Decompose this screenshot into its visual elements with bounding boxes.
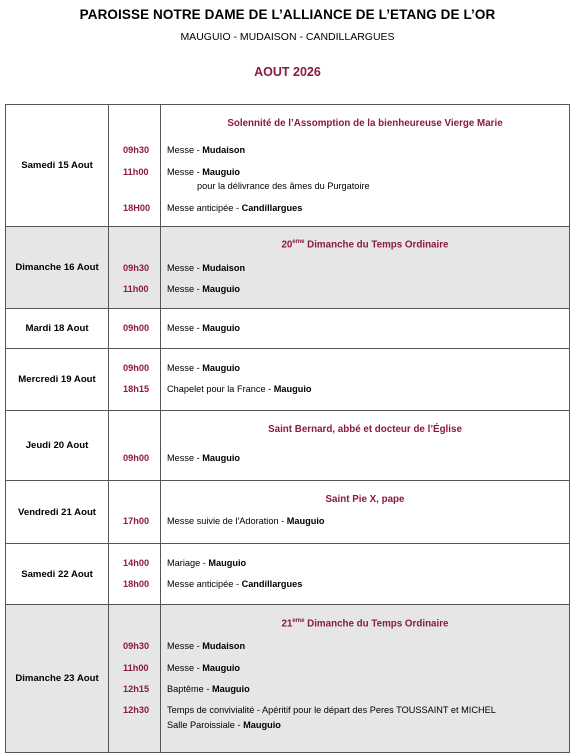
feast-title xyxy=(161,118,569,129)
event-time: 09h00 xyxy=(123,323,150,333)
feast-title xyxy=(161,424,569,435)
event-description xyxy=(161,579,302,589)
times-cell xyxy=(109,411,161,481)
event-place: Mauguio xyxy=(286,516,325,526)
event-place: Mauguio xyxy=(202,167,240,177)
event-time: 18H00 xyxy=(123,203,151,213)
event-description xyxy=(161,516,324,526)
feast-title xyxy=(161,618,569,629)
event-place: Mauguio xyxy=(202,663,240,673)
event-description xyxy=(161,663,240,673)
schedule-table xyxy=(5,104,570,753)
day-row xyxy=(6,605,570,753)
day-label: Samedi 15 Aout xyxy=(6,105,109,227)
event-description xyxy=(161,384,312,394)
feast-title xyxy=(161,239,569,250)
event-time: 09h30 xyxy=(123,263,150,273)
day-row xyxy=(6,544,570,605)
event-place: Candillargues xyxy=(241,579,303,589)
times-cell xyxy=(109,227,161,309)
feast-number: 21 xyxy=(281,618,293,630)
times-cell xyxy=(109,349,161,411)
feast-text: Saint Pie X, pape xyxy=(325,494,405,505)
day-label: Mardi 18 Aout xyxy=(6,309,109,349)
event-time: 09h30 xyxy=(123,641,150,651)
event-text: Chapelet pour la France - xyxy=(167,384,274,394)
event-place: Mauguio xyxy=(202,363,240,373)
feast-text: Saint Bernard, abbé et docteur de l’Église xyxy=(268,424,462,435)
event-place: Mauguio xyxy=(211,684,250,694)
feast-text: Dimanche du Temps Ordinaire xyxy=(304,239,449,251)
times-cell xyxy=(109,544,161,605)
event-place: Mauguio xyxy=(202,284,240,294)
activities-cell xyxy=(161,105,570,227)
day-label: Samedi 22 Aout xyxy=(6,544,109,605)
event-description xyxy=(161,705,496,715)
event-time: 09h30 xyxy=(123,145,150,155)
event-time: 11h00 xyxy=(123,663,149,673)
day-row xyxy=(6,227,570,309)
event-description xyxy=(161,203,302,213)
day-row xyxy=(6,349,570,411)
times-cell xyxy=(109,605,161,753)
event-place: Mudaison xyxy=(202,263,246,273)
event-text: Messe anticipée - xyxy=(167,203,242,213)
activities-cell xyxy=(161,309,570,349)
event-time: 11h00 xyxy=(123,284,149,294)
event-description xyxy=(161,263,245,273)
event-time: 11h00 xyxy=(123,167,149,177)
event-text: Salle Paroissiale - xyxy=(167,720,244,730)
day-label: Jeudi 20 Aout xyxy=(6,411,109,481)
activities-cell xyxy=(161,544,570,605)
event-place: Candillargues xyxy=(241,203,303,213)
event-text: Messe - xyxy=(167,663,203,673)
day-row xyxy=(6,411,570,481)
event-description xyxy=(161,684,250,694)
event-time: 09h00 xyxy=(123,453,150,463)
event-text: Baptême - xyxy=(167,684,212,694)
feast-text: Solennité de l’Assomption de la bienheureuse Vierge Marie xyxy=(227,118,503,129)
parish-title: PAROISSE NOTRE DAME DE L’ALLIANCE DE L’ETANG DE L’OR xyxy=(79,7,496,22)
event-description xyxy=(161,641,245,651)
event-place: Mauguio xyxy=(202,323,240,333)
event-description xyxy=(161,558,246,568)
event-text: Messe - xyxy=(167,167,203,177)
activities-cell xyxy=(161,411,570,481)
event-time: 12h15 xyxy=(123,684,150,694)
event-description xyxy=(161,453,240,463)
event-time: 17h00 xyxy=(123,516,150,526)
month-title: AOUT 2026 xyxy=(254,65,321,79)
event-place: Mudaison xyxy=(202,641,246,651)
event-place: Mauguio xyxy=(243,720,281,730)
times-cell xyxy=(109,309,161,349)
feast-title xyxy=(161,494,569,505)
event-description xyxy=(161,167,240,177)
day-row xyxy=(6,481,570,544)
parish-subtitle: MAUGUIO - MUDAISON - CANDILLARGUES xyxy=(180,31,395,43)
activities-cell xyxy=(161,227,570,309)
event-place: Mauguio xyxy=(273,384,312,394)
day-row xyxy=(6,105,570,227)
activities-cell xyxy=(161,481,570,544)
event-text: Messe - xyxy=(167,145,203,155)
event-description xyxy=(161,284,240,294)
event-text: Messe - xyxy=(167,323,203,333)
day-label: Dimanche 16 Aout xyxy=(6,227,109,309)
activities-cell xyxy=(161,349,570,411)
day-row xyxy=(6,309,570,349)
event-text: Temps de convivialité - Apéritif pour le départ des Peres TOUSSAINT et MICHEL xyxy=(167,705,496,715)
event-text: Messe - xyxy=(167,263,203,273)
event-place: Mudaison xyxy=(202,145,246,155)
event-time: 18h15 xyxy=(123,384,150,394)
times-cell xyxy=(109,481,161,544)
event-description xyxy=(161,145,245,155)
feast-superscript: eme xyxy=(292,618,305,624)
event-place: Mauguio xyxy=(202,453,240,463)
day-label: Dimanche 23 Aout xyxy=(6,605,109,753)
event-text: Messe - xyxy=(167,641,203,651)
day-label: Vendredi 21 Aout xyxy=(6,481,109,544)
event-description-line2 xyxy=(161,720,281,730)
event-time: 14h00 xyxy=(123,558,150,568)
event-text: Messe - xyxy=(167,453,203,463)
event-description xyxy=(161,323,240,333)
event-text: Mariage - xyxy=(167,558,209,568)
feast-superscript: eme xyxy=(292,239,305,245)
event-note: pour la délivrance des âmes du Purgatoire xyxy=(197,181,370,191)
event-text: Messe anticipée - xyxy=(167,579,242,589)
event-time: 09h00 xyxy=(123,363,150,373)
feast-number: 20 xyxy=(281,239,293,251)
event-text: Messe - xyxy=(167,284,203,294)
feast-text: Dimanche du Temps Ordinaire xyxy=(304,618,449,630)
event-time: 18h00 xyxy=(123,579,150,589)
event-place: Mauguio xyxy=(208,558,247,568)
activities-cell xyxy=(161,605,570,753)
event-time: 12h30 xyxy=(123,705,150,715)
event-text: Messe - xyxy=(167,363,203,373)
event-text: Messe suivie de l'Adoration - xyxy=(167,516,287,526)
times-cell xyxy=(109,105,161,227)
day-label: Mercredi 19 Aout xyxy=(6,349,109,411)
event-description xyxy=(161,363,240,373)
